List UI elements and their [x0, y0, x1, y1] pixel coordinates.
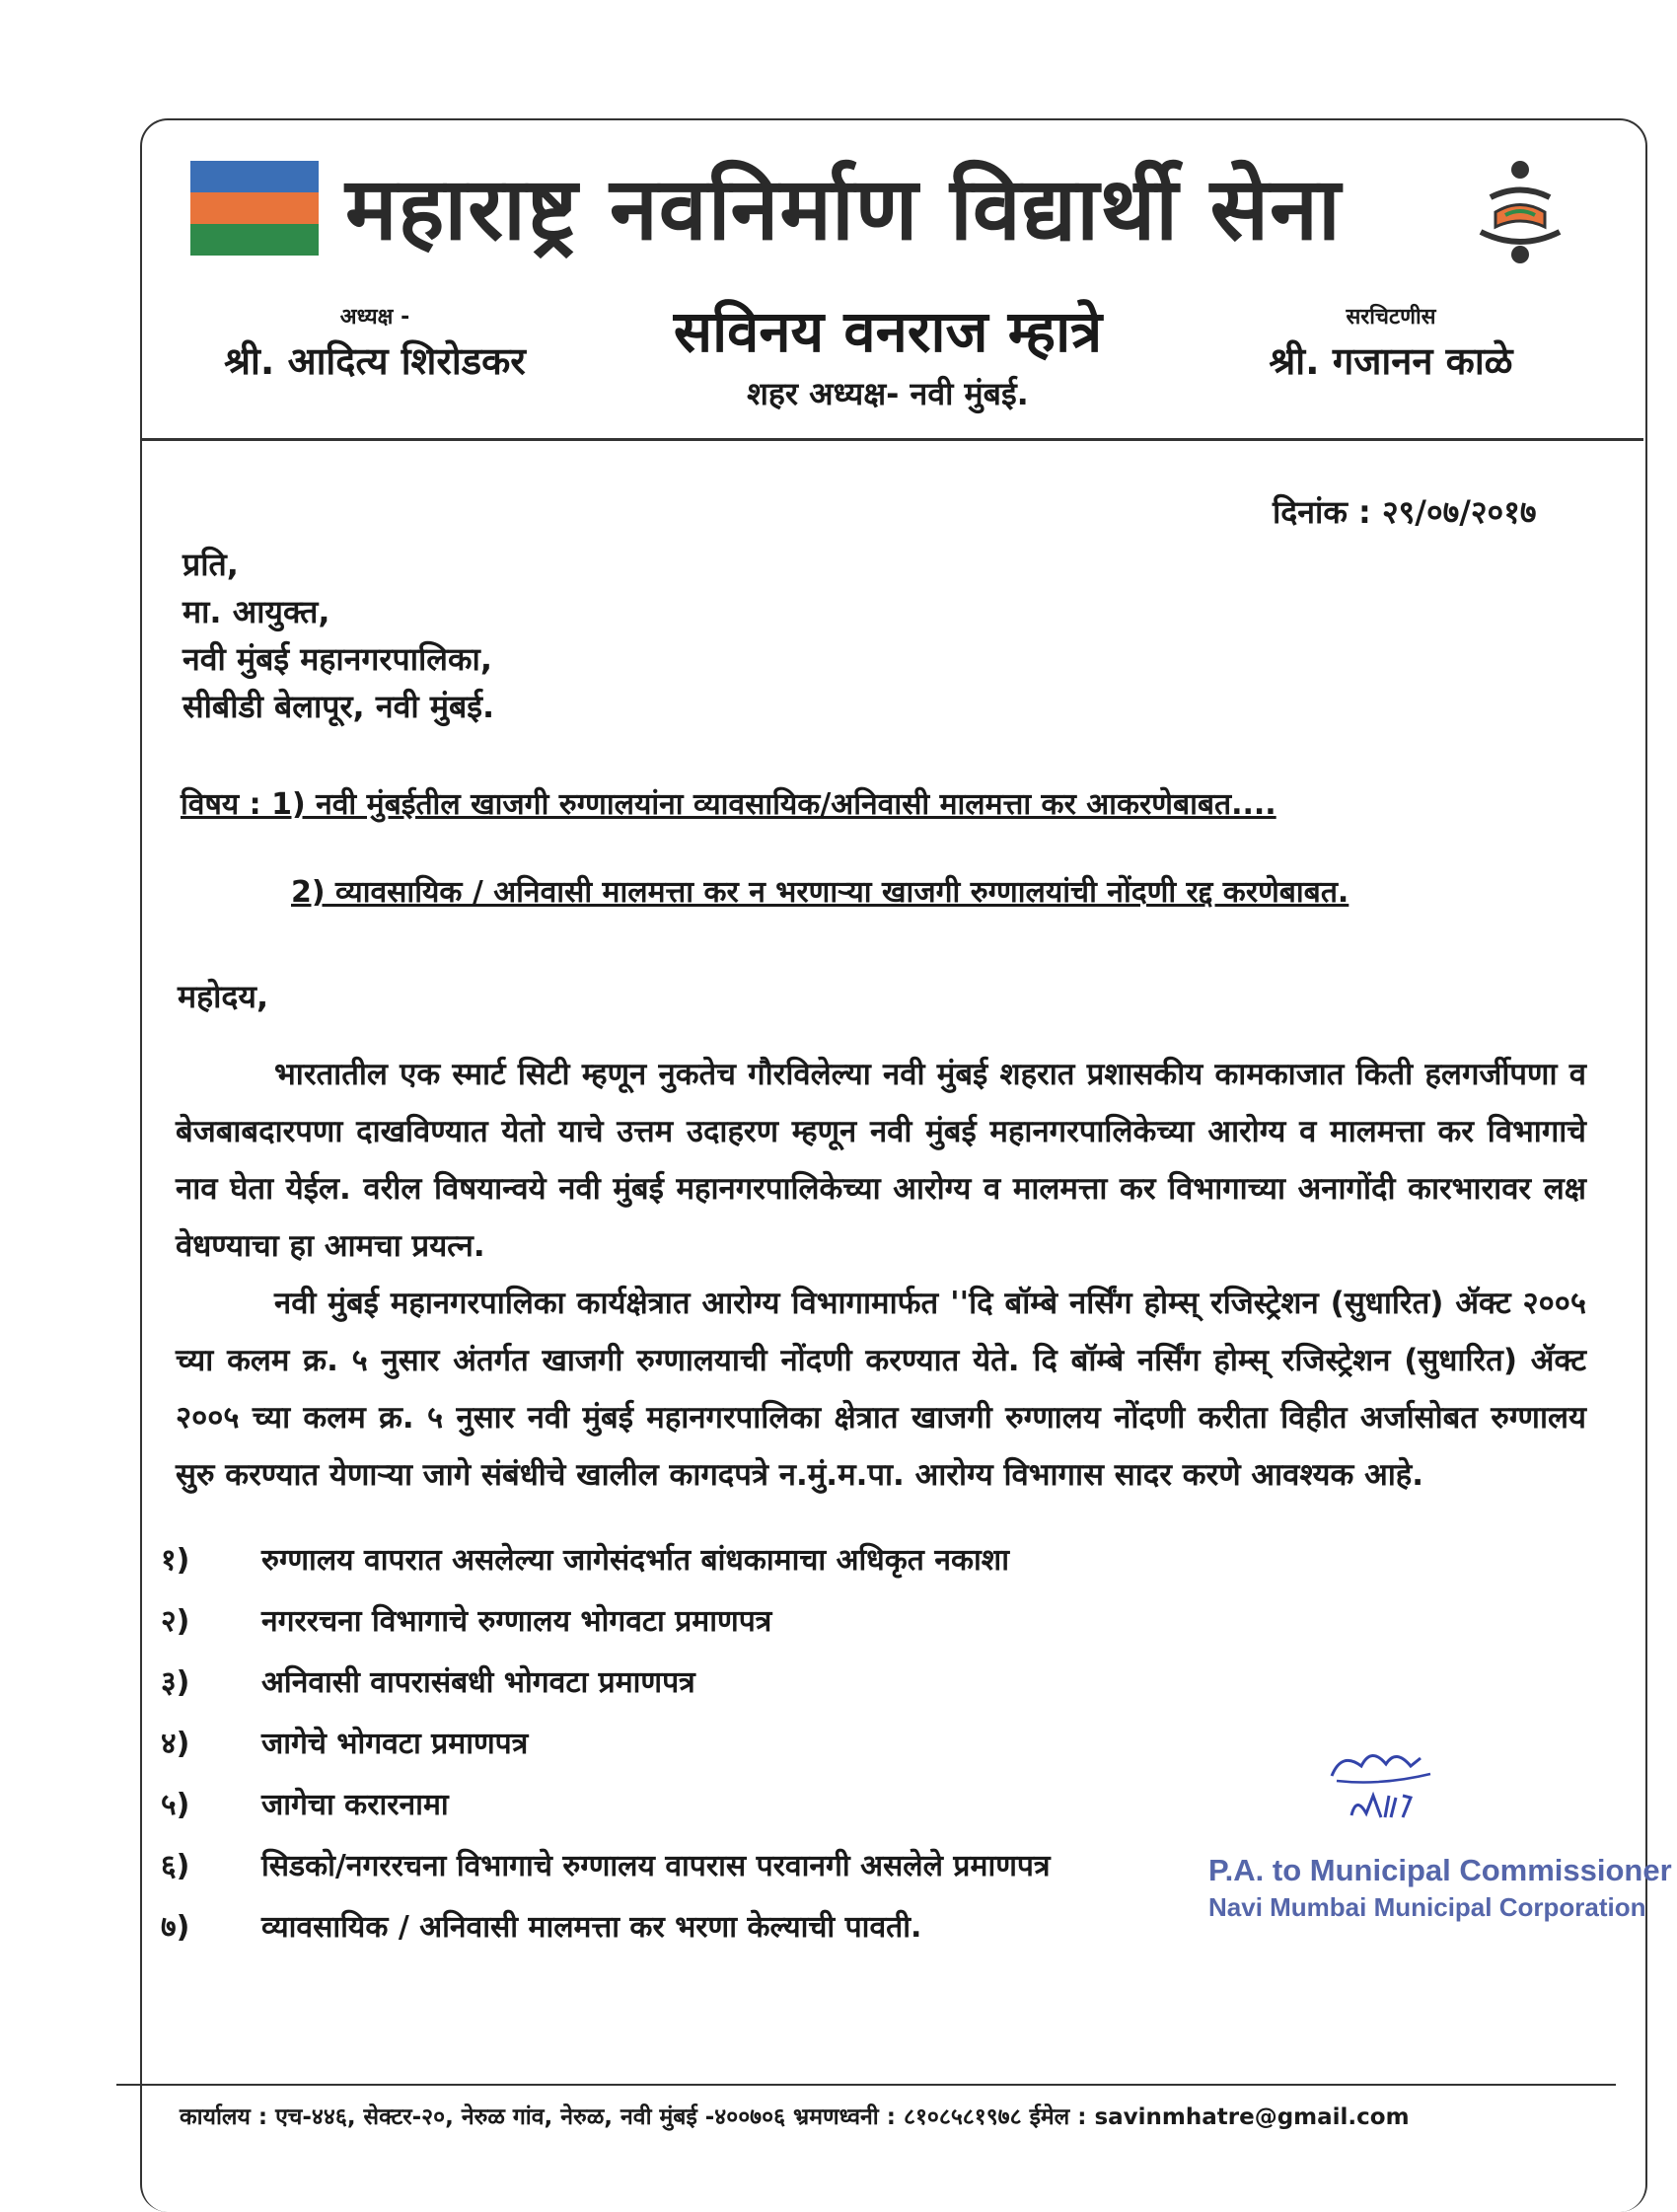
list-item: [161, 1894, 1051, 1955]
list-number: ६): [161, 1848, 190, 1883]
stamp-line-2: Navi Mumbai Municipal Corporation: [1208, 1892, 1646, 1922]
list-number: १): [161, 1542, 190, 1578]
list-text: अनिवासी वापरासंबधी भोगवटा प्रमाणपत्र: [261, 1664, 695, 1700]
footer-divider: [116, 2084, 1616, 2086]
subject-line-1: विषय : 1) नवी मुंबईतील खाजगी रुग्णालयांना व्यावसायिक/अनिवासी मालमत्ता कर आकरणेबाबत....: [181, 787, 1276, 822]
letter-body: [176, 1046, 1586, 1504]
list-text: जागेचे भोगवटा प्रमाणपत्र: [261, 1726, 529, 1761]
list-item: [161, 1772, 1051, 1833]
sender-post: शहर अध्यक्ष- नवी मुंबई.: [747, 374, 1029, 412]
list-item: [161, 1650, 1051, 1711]
list-text: नगररचना विभागाचे रुग्णालय भोगवटा प्रमाणपत्र: [261, 1603, 772, 1639]
body-paragraph: भारतातील एक स्मार्ट सिटी म्हणून नुकतेच गौरविलेल्या नवी मुंबई शहरात प्रशासकीय कामकाजात किती हलगर्जीपणा व बेजबाबदारपणा दाखविण्यात येतो याचे उत्तम उदाहरण म्हणून नवी मुंबई महानगरपालिकेच्या आरोग्य व मालमत्ता कर विभागाचे नाव घेता येईल. वरील विषयान्वये नवी मुंबई महानगरपालिकेच्या आरोग्य व मालमत्ता कर विभागाच्या अनागोंदी कारभारावर लक्ष वेधण्याचा हा आमचा प्रयत्न.: [176, 1057, 1586, 1264]
organization-title: महाराष्ट्र नवनिर्माण विद्यार्थी सेना: [345, 158, 1342, 259]
letter-date: दिनांक : २९/०७/२०१७: [1273, 493, 1537, 531]
list-number: २): [161, 1603, 190, 1639]
president-name: श्री. आदित्य शिरोडकर: [224, 339, 526, 383]
secretary-block: [1233, 301, 1549, 386]
president-block: [187, 301, 562, 386]
list-number: ४): [161, 1726, 190, 1761]
sender-block: [592, 298, 1184, 414]
party-flag: [190, 161, 319, 256]
body-paragraph: नवी मुंबई महानगरपालिका कार्यक्षेत्रात आरोग्य विभागामार्फत ''दि बॉम्बे नर्सिंग होम्स् रजिस्ट्रेशन (सुधारित) ॲक्ट २००५ च्या कलम क्र. ५ नुसार अंतर्गत खाजगी रुग्णालयाची नोंदणी करण्यात येते. दि बॉम्बे नर्सिंग होम्स् रजिस्ट्रेशन (सुधारित) ॲक्ट २००५ च्या कलम क्र. ५ नुसार नवी मुंबई महानगरपालिका क्षेत्रात खाजगी रुग्णालय नोंदणी करीता विहीत अर्जासोबत रुग्णालय सुरु करण्यात येणाऱ्या जागे संबंधीचे खालील कागदपत्रे न.मुं.म.पा. आरोग्य विभागास सादर करणे आवश्यक आहे.: [176, 1286, 1586, 1493]
subject-line-2: 2) व्यावसायिक / अनिवासी मालमत्ता कर न भरणाऱ्या खाजगी रुग्णालयांची नोंदणी रद्द करणेबाबत.: [291, 875, 1349, 910]
recipient-address: [182, 541, 494, 730]
list-number: ७): [161, 1909, 190, 1945]
stamp-line-1: P.A. to Municipal Commissioner: [1208, 1853, 1672, 1887]
secretary-role: सरचिटणीस: [1346, 305, 1436, 330]
address-line: नवी मुंबई महानगरपालिका,: [182, 640, 492, 678]
president-role: अध्यक्ष -: [339, 305, 410, 330]
list-text: जागेचा करारनामा: [261, 1787, 449, 1822]
list-number: ३): [161, 1664, 190, 1700]
list-text: रुग्णालय वापरात असलेल्या जागेसंदर्भात बांधकामाचा अधिकृत नकाशा: [261, 1542, 1009, 1578]
salutation: महोदय,: [178, 978, 269, 1015]
list-text: सिडको/नगररचना विभागाचे रुग्णालय वापरास परवानगी असलेले प्रमाणपत्र: [261, 1848, 1051, 1883]
office-footer: कार्यालय : एच-४४६, सेक्टर-२०, नेरुळ गांव, नेरुळ, नवी मुंबई -४००७०६ भ्रमणध्वनी : ८१०८५८१९७८ ईमेल : savinmhatre@gmail.com: [180, 2104, 1410, 2130]
list-item: [161, 1527, 1051, 1588]
header-divider: [140, 438, 1643, 441]
list-number: ५): [161, 1787, 190, 1822]
handwritten-signature: [1312, 1736, 1460, 1835]
list-item: [161, 1833, 1051, 1894]
list-text: व्यावसायिक / अनिवासी मालमत्ता कर भरणा केल्याची पावती.: [261, 1909, 922, 1945]
secretary-name: श्री. गजानन काळे: [1269, 339, 1513, 383]
address-line: प्रति,: [182, 546, 239, 583]
emblem-icon: [1466, 158, 1574, 266]
address-line: सीबीडी बेलापूर, नवी मुंबई.: [182, 688, 495, 725]
official-stamp: [1208, 1853, 1672, 1923]
document-list: [161, 1527, 1051, 1955]
list-item: [161, 1588, 1051, 1650]
address-line: मा. आयुक्त,: [182, 593, 330, 630]
list-item: [161, 1711, 1051, 1772]
sender-name: सविनय वनराज म्हात्रे: [673, 298, 1103, 365]
